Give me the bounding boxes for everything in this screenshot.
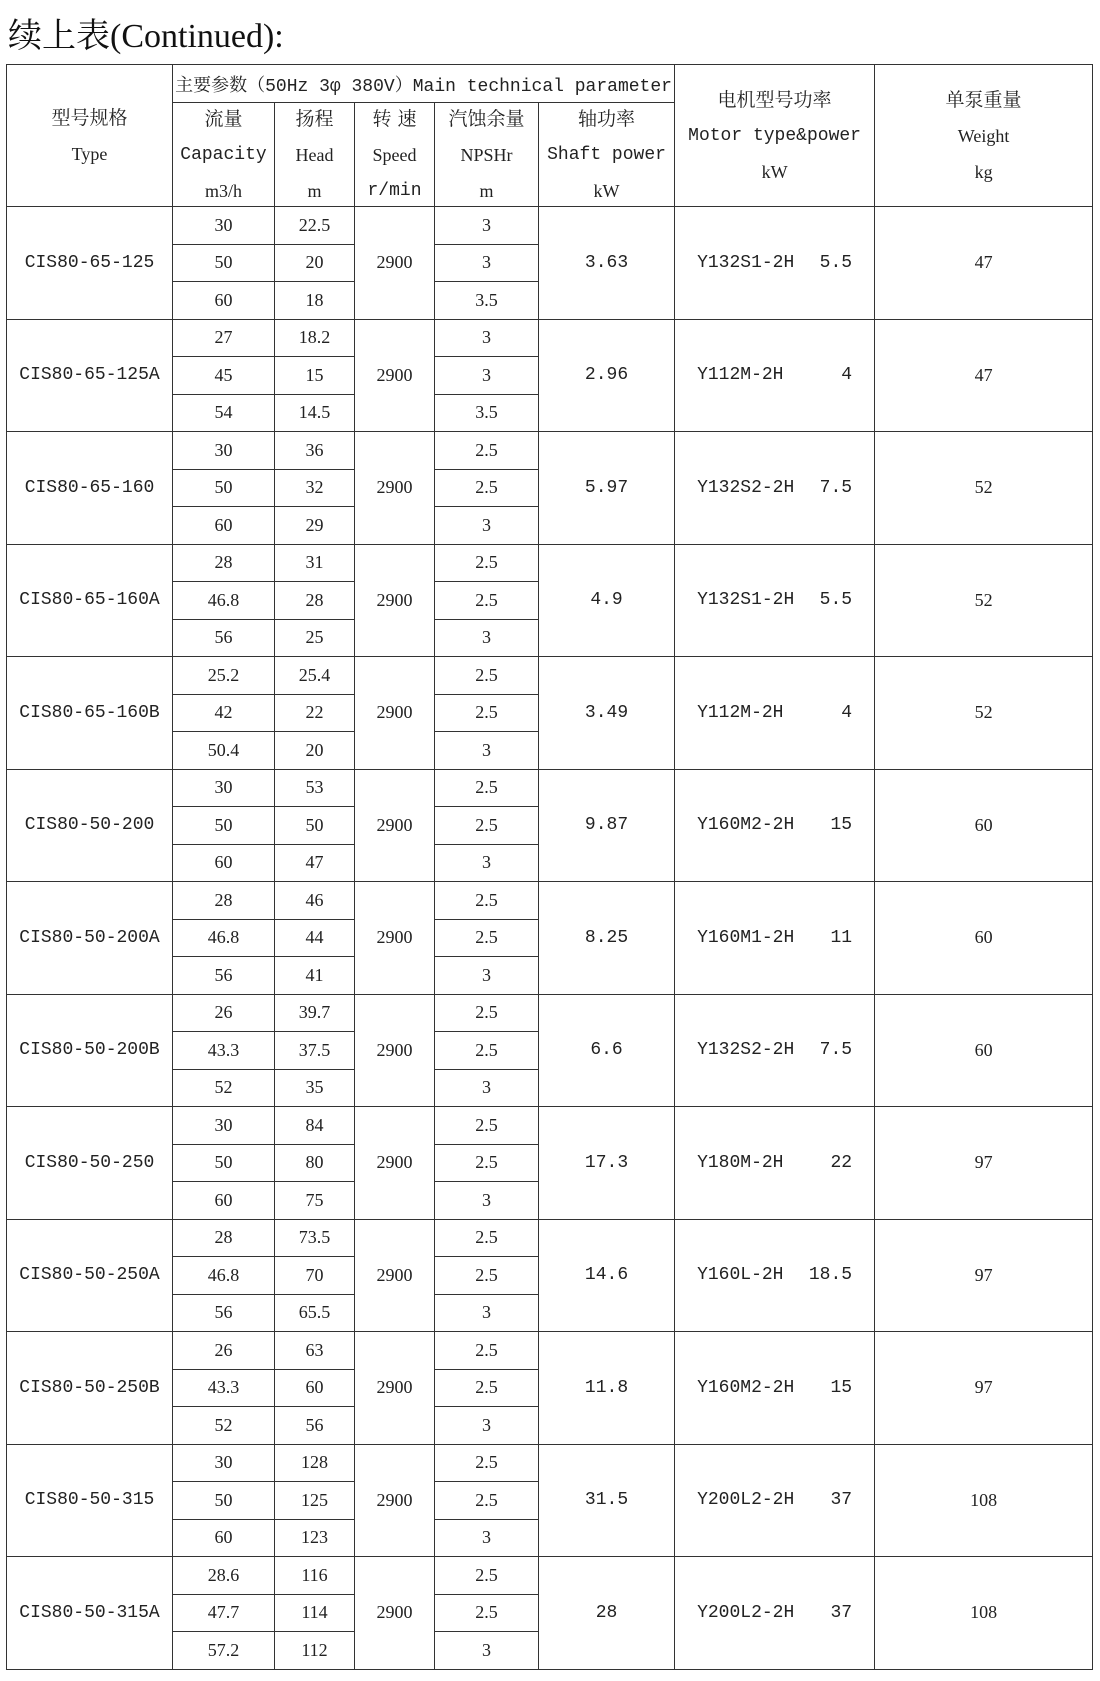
capacity-cell: 30: [173, 207, 275, 245]
model-type-cell: CIS80-65-125: [7, 207, 173, 320]
motor-power: 15: [830, 1377, 853, 1398]
motor-type-power: [675, 928, 874, 948]
npsh-cell: 2.5: [435, 1257, 539, 1295]
capacity-cell: 50: [173, 807, 275, 845]
npsh-cell: 3.5: [435, 394, 539, 432]
head-cell: 125: [275, 1482, 355, 1520]
header-head: [275, 103, 355, 207]
speed-cell: 2900: [355, 1107, 435, 1220]
motor-power: 7.5: [819, 477, 853, 498]
table-row: [7, 544, 1093, 582]
motor-type: Y160M2-2H: [697, 815, 795, 836]
speed-cell: 2900: [355, 1557, 435, 1670]
head-cell: 47: [275, 844, 355, 882]
capacity-cell: 50: [173, 469, 275, 507]
motor-power: 11: [830, 927, 853, 948]
head-cell: 15: [275, 357, 355, 395]
capacity-cell: 56: [173, 957, 275, 995]
motor-type: Y132S2-2H: [697, 1040, 795, 1061]
npsh-cell: 3: [435, 1632, 539, 1670]
table-row: [7, 432, 1093, 470]
header-motor-unit: kW: [761, 161, 788, 182]
head-cell: 60: [275, 1369, 355, 1407]
npsh-cell: 2.5: [435, 1332, 539, 1370]
head-cell: 80: [275, 1144, 355, 1182]
motor-power: 37: [830, 1490, 853, 1511]
motor-cell: [675, 1557, 875, 1670]
motor-type: Y112M-2H: [697, 702, 784, 723]
capacity-cell: 54: [173, 394, 275, 432]
head-cell: 53: [275, 769, 355, 807]
model-type-cell: CIS80-50-200: [7, 769, 173, 882]
motor-type-power: [675, 1265, 874, 1285]
npsh-cell: 3: [435, 1519, 539, 1557]
header-type-en: Type: [71, 143, 108, 164]
head-cell: 35: [275, 1069, 355, 1107]
capacity-cell: 52: [173, 1069, 275, 1107]
weight-cell: 47: [875, 207, 1093, 320]
npsh-cell: 2.5: [435, 544, 539, 582]
motor-power: 7.5: [819, 1040, 853, 1061]
table-row: [7, 882, 1093, 920]
npsh-cell: 2.5: [435, 1369, 539, 1407]
header-head-unit: m: [307, 180, 322, 201]
capacity-cell: 30: [173, 769, 275, 807]
motor-power: 5.5: [819, 252, 853, 273]
head-cell: 75: [275, 1182, 355, 1220]
npsh-cell: 3: [435, 207, 539, 245]
model-type-cell: CIS80-50-200A: [7, 882, 173, 995]
capacity-cell: 50: [173, 1482, 275, 1520]
npsh-cell: 3: [435, 1182, 539, 1220]
page-title: 续上表(Continued):: [8, 18, 284, 55]
weight-cell: 60: [875, 882, 1093, 995]
shaft-power-cell: 2.96: [539, 319, 675, 432]
capacity-cell: 28: [173, 544, 275, 582]
capacity-cell: 50.4: [173, 732, 275, 770]
head-cell: 70: [275, 1257, 355, 1295]
model-type-cell: CIS80-50-315: [7, 1444, 173, 1557]
npsh-cell: 3: [435, 844, 539, 882]
header-npsh-unit: m: [479, 180, 494, 201]
capacity-cell: 43.3: [173, 1032, 275, 1070]
capacity-cell: 60: [173, 507, 275, 545]
npsh-cell: 3: [435, 1069, 539, 1107]
head-cell: 36: [275, 432, 355, 470]
capacity-cell: 56: [173, 619, 275, 657]
header-weight: [875, 65, 1093, 207]
table-row: [7, 207, 1093, 245]
motor-power: 18.5: [808, 1265, 853, 1286]
capacity-cell: 45: [173, 357, 275, 395]
motor-cell: [675, 319, 875, 432]
capacity-cell: 46.8: [173, 919, 275, 957]
capacity-cell: 26: [173, 1332, 275, 1370]
head-cell: 41: [275, 957, 355, 995]
head-cell: 84: [275, 1107, 355, 1145]
capacity-cell: 43.3: [173, 1369, 275, 1407]
header-capacity-en: Capacity: [180, 144, 267, 165]
npsh-cell: 2.5: [435, 1144, 539, 1182]
npsh-cell: 2.5: [435, 1557, 539, 1595]
head-cell: 123: [275, 1519, 355, 1557]
speed-cell: 2900: [355, 769, 435, 882]
npsh-cell: 3: [435, 319, 539, 357]
npsh-cell: 2.5: [435, 1444, 539, 1482]
head-cell: 14.5: [275, 394, 355, 432]
header-npsh-en: NPSHr: [460, 144, 513, 165]
npsh-cell: 2.5: [435, 807, 539, 845]
capacity-cell: 46.8: [173, 1257, 275, 1295]
capacity-cell: 30: [173, 1107, 275, 1145]
npsh-cell: 3: [435, 957, 539, 995]
motor-power: 4: [841, 702, 853, 723]
capacity-cell: 60: [173, 1182, 275, 1220]
npsh-cell: 2.5: [435, 657, 539, 695]
motor-type-power: [675, 703, 874, 723]
header-npsh: [435, 103, 539, 207]
header-motor-cn: 电机型号功率: [717, 88, 832, 111]
shaft-power-cell: 3.63: [539, 207, 675, 320]
head-cell: 73.5: [275, 1219, 355, 1257]
head-cell: 112: [275, 1632, 355, 1670]
shaft-power-cell: 17.3: [539, 1107, 675, 1220]
model-type-cell: CIS80-50-250: [7, 1107, 173, 1220]
motor-type-power: [675, 1378, 874, 1398]
npsh-cell: 3: [435, 507, 539, 545]
npsh-cell: 3: [435, 732, 539, 770]
head-cell: 31: [275, 544, 355, 582]
model-type-cell: CIS80-65-160: [7, 432, 173, 545]
table-row: [7, 1444, 1093, 1482]
capacity-cell: 50: [173, 244, 275, 282]
head-cell: 25.4: [275, 657, 355, 695]
motor-type: Y200L2-2H: [697, 1490, 795, 1511]
header-shaft-unit: kW: [593, 180, 620, 201]
capacity-cell: 47.7: [173, 1594, 275, 1632]
header-weight-unit: kg: [974, 161, 993, 182]
head-cell: 50: [275, 807, 355, 845]
header-head-en: Head: [295, 144, 334, 165]
header-head-cn: 扬程: [295, 107, 334, 130]
header-speed: [355, 103, 435, 207]
shaft-power-cell: 6.6: [539, 994, 675, 1107]
speed-cell: 2900: [355, 882, 435, 995]
model-type-cell: CIS80-65-160B: [7, 657, 173, 770]
capacity-cell: 52: [173, 1407, 275, 1445]
shaft-power-cell: 5.97: [539, 432, 675, 545]
header-type: [7, 65, 173, 207]
shaft-power-cell: 8.25: [539, 882, 675, 995]
speed-cell: 2900: [355, 994, 435, 1107]
table-row: [7, 1557, 1093, 1595]
motor-type-power: [675, 1153, 874, 1173]
speed-cell: 2900: [355, 1219, 435, 1332]
model-type-cell: CIS80-50-200B: [7, 994, 173, 1107]
weight-cell: 52: [875, 432, 1093, 545]
speed-cell: 2900: [355, 207, 435, 320]
motor-type-power: [675, 478, 874, 498]
motor-power: 5.5: [819, 590, 853, 611]
motor-type-power: [675, 1603, 874, 1623]
model-type-cell: CIS80-65-125A: [7, 319, 173, 432]
header-capacity-unit: m3/h: [204, 180, 242, 201]
header-motor-en: Motor type&power: [688, 125, 861, 146]
motor-type: Y132S2-2H: [697, 477, 795, 498]
head-cell: 46: [275, 882, 355, 920]
header-speed-unit: r/min: [367, 180, 422, 201]
motor-cell: [675, 1444, 875, 1557]
motor-type-power: [675, 1040, 874, 1060]
motor-cell: [675, 432, 875, 545]
motor-type-power: [675, 1490, 874, 1510]
speed-cell: 2900: [355, 544, 435, 657]
capacity-cell: 42: [173, 694, 275, 732]
motor-cell: [675, 207, 875, 320]
capacity-cell: 30: [173, 1444, 275, 1482]
technical-parameter-table: [6, 64, 1093, 1670]
head-cell: 39.7: [275, 994, 355, 1032]
capacity-cell: 25.2: [173, 657, 275, 695]
head-cell: 25: [275, 619, 355, 657]
motor-type: Y160M2-2H: [697, 1377, 795, 1398]
npsh-cell: 3: [435, 357, 539, 395]
head-cell: 20: [275, 244, 355, 282]
head-cell: 22: [275, 694, 355, 732]
motor-power: 22: [830, 1152, 853, 1173]
table-row: [7, 1219, 1093, 1257]
weight-cell: 52: [875, 657, 1093, 770]
motor-cell: [675, 1332, 875, 1445]
motor-type: Y132S1-2H: [697, 590, 795, 611]
npsh-cell: 2.5: [435, 694, 539, 732]
motor-type: Y180M-2H: [697, 1152, 784, 1173]
motor-type-power: [675, 253, 874, 273]
capacity-cell: 30: [173, 432, 275, 470]
weight-cell: 60: [875, 769, 1093, 882]
head-cell: 65.5: [275, 1294, 355, 1332]
head-cell: 37.5: [275, 1032, 355, 1070]
weight-cell: 108: [875, 1557, 1093, 1670]
npsh-cell: 2.5: [435, 919, 539, 957]
shaft-power-cell: 11.8: [539, 1332, 675, 1445]
shaft-power-cell: 14.6: [539, 1219, 675, 1332]
npsh-cell: 2.5: [435, 1594, 539, 1632]
npsh-cell: 3: [435, 1407, 539, 1445]
capacity-cell: 46.8: [173, 582, 275, 620]
speed-cell: 2900: [355, 432, 435, 545]
capacity-cell: 27: [173, 319, 275, 357]
head-cell: 29: [275, 507, 355, 545]
motor-type-power: [675, 815, 874, 835]
capacity-cell: 60: [173, 282, 275, 320]
speed-cell: 2900: [355, 657, 435, 770]
header-npsh-cn: 汽蚀余量: [448, 107, 525, 130]
head-cell: 63: [275, 1332, 355, 1370]
motor-cell: [675, 769, 875, 882]
npsh-cell: 2.5: [435, 432, 539, 470]
npsh-cell: 2.5: [435, 1219, 539, 1257]
weight-cell: 52: [875, 544, 1093, 657]
npsh-cell: 2.5: [435, 994, 539, 1032]
weight-cell: 97: [875, 1219, 1093, 1332]
speed-cell: 2900: [355, 1444, 435, 1557]
motor-type: Y200L2-2H: [697, 1602, 795, 1623]
head-cell: 44: [275, 919, 355, 957]
motor-power: 15: [830, 815, 853, 836]
capacity-cell: 28: [173, 1219, 275, 1257]
motor-cell: [675, 994, 875, 1107]
shaft-power-cell: 3.49: [539, 657, 675, 770]
npsh-cell: 2.5: [435, 769, 539, 807]
motor-type: Y112M-2H: [697, 365, 784, 386]
head-cell: 18: [275, 282, 355, 320]
capacity-cell: 28.6: [173, 1557, 275, 1595]
header-type-cn: 型号规格: [51, 106, 128, 129]
head-cell: 28: [275, 582, 355, 620]
head-cell: 18.2: [275, 319, 355, 357]
head-cell: 20: [275, 732, 355, 770]
model-type-cell: CIS80-50-315A: [7, 1557, 173, 1670]
header-capacity-cn: 流量: [204, 107, 243, 130]
motor-type-power: [675, 365, 874, 385]
weight-cell: 47: [875, 319, 1093, 432]
header-capacity: [173, 103, 275, 207]
motor-cell: [675, 1107, 875, 1220]
motor-cell: [675, 882, 875, 995]
npsh-cell: 3.5: [435, 282, 539, 320]
motor-type: Y132S1-2H: [697, 252, 795, 273]
head-cell: 114: [275, 1594, 355, 1632]
npsh-cell: 2.5: [435, 1107, 539, 1145]
npsh-cell: 2.5: [435, 1032, 539, 1070]
model-type-cell: CIS80-50-250A: [7, 1219, 173, 1332]
npsh-cell: 2.5: [435, 1482, 539, 1520]
speed-cell: 2900: [355, 319, 435, 432]
motor-cell: [675, 544, 875, 657]
header-shaft: [539, 103, 675, 207]
weight-cell: 60: [875, 994, 1093, 1107]
shaft-power-cell: 28: [539, 1557, 675, 1670]
table-row: [7, 769, 1093, 807]
shaft-power-cell: 4.9: [539, 544, 675, 657]
motor-power: 4: [841, 365, 853, 386]
head-cell: 116: [275, 1557, 355, 1595]
weight-cell: 97: [875, 1332, 1093, 1445]
capacity-cell: 26: [173, 994, 275, 1032]
header-speed-cn: 转 速: [372, 107, 417, 130]
shaft-power-cell: 9.87: [539, 769, 675, 882]
header-main-parameter: 主要参数（50Hz 3φ 380V）Main technical parameter: [173, 65, 675, 103]
weight-cell: 108: [875, 1444, 1093, 1557]
capacity-cell: 50: [173, 1144, 275, 1182]
npsh-cell: 2.5: [435, 882, 539, 920]
motor-type: Y160L-2H: [697, 1265, 784, 1286]
header-shaft-en: Shaft power: [547, 144, 666, 165]
capacity-cell: 56: [173, 1294, 275, 1332]
capacity-cell: 60: [173, 1519, 275, 1557]
table-row: [7, 1107, 1093, 1145]
capacity-cell: 28: [173, 882, 275, 920]
npsh-cell: 3: [435, 619, 539, 657]
speed-cell: 2900: [355, 1332, 435, 1445]
capacity-cell: 60: [173, 844, 275, 882]
header-speed-en: Speed: [372, 144, 417, 165]
table-row: [7, 319, 1093, 357]
header-motor: [675, 65, 875, 207]
capacity-cell: 57.2: [173, 1632, 275, 1670]
head-cell: 128: [275, 1444, 355, 1482]
header-weight-en: Weight: [957, 125, 1010, 146]
shaft-power-cell: 31.5: [539, 1444, 675, 1557]
npsh-cell: 3: [435, 1294, 539, 1332]
head-cell: 32: [275, 469, 355, 507]
table-row: [7, 657, 1093, 695]
header-shaft-cn: 轴功率: [578, 107, 636, 130]
model-type-cell: CIS80-65-160A: [7, 544, 173, 657]
npsh-cell: 3: [435, 244, 539, 282]
motor-type: Y160M1-2H: [697, 927, 795, 948]
table-row: [7, 994, 1093, 1032]
motor-cell: [675, 657, 875, 770]
head-cell: 56: [275, 1407, 355, 1445]
model-type-cell: CIS80-50-250B: [7, 1332, 173, 1445]
npsh-cell: 2.5: [435, 582, 539, 620]
head-cell: 22.5: [275, 207, 355, 245]
motor-power: 37: [830, 1602, 853, 1623]
header-weight-cn: 单泵重量: [945, 88, 1022, 111]
motor-cell: [675, 1219, 875, 1332]
npsh-cell: 2.5: [435, 469, 539, 507]
weight-cell: 97: [875, 1107, 1093, 1220]
table-row: [7, 1332, 1093, 1370]
motor-type-power: [675, 590, 874, 610]
